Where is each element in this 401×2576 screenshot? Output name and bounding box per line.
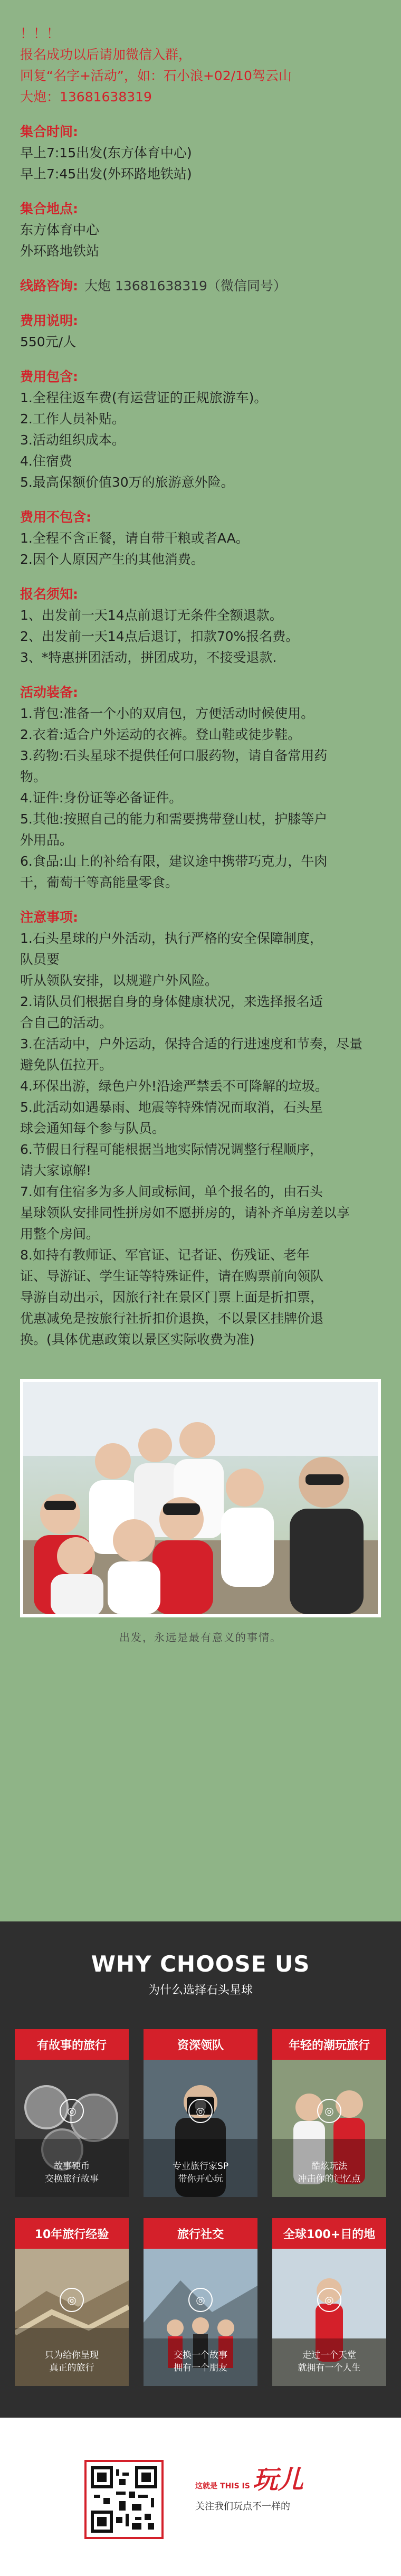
included-heading: 费用包含: xyxy=(20,369,78,384)
assembly-time-line: 早上7:15出发(东方体育中心) xyxy=(20,145,192,160)
notes-line: 8.如持有教师证、军官证、记者证、伤残证、老年 xyxy=(20,1247,310,1263)
feature-card-image xyxy=(272,2249,386,2386)
assembly-place-heading: 集合地点: xyxy=(20,201,78,216)
notes-line: 5.此活动如遇暴雨、地震等特殊情况而取消，石头星 xyxy=(20,1100,323,1115)
refund-block xyxy=(20,584,381,668)
slogan-subtitle: 关注我们玩点不一样的 xyxy=(195,2501,290,2512)
included-line: 2.工作人员补贴。 xyxy=(20,411,125,427)
notes-line: 2.请队员们根据自身的身体健康状况，来选择报名适 xyxy=(20,994,323,1009)
gear-line: 4.证件:身份证等必备证件。 xyxy=(20,790,183,806)
refund-line: 1、出发前一天14点前退订无条件全额退款。 xyxy=(20,608,283,623)
notice-line: 大炮：13681638319 xyxy=(20,89,152,105)
included-block xyxy=(20,366,381,493)
notes-line: 用整个房间。 xyxy=(20,1226,100,1242)
assembly-place-block xyxy=(20,198,381,262)
refund-heading: 报名须知: xyxy=(20,586,78,602)
feature-card xyxy=(15,2029,129,2197)
feature-card-image xyxy=(15,2060,129,2197)
notes-line: 星球领队安排同性拼房如不愿拼房的，请补齐单房差以享 xyxy=(20,1205,350,1220)
notes-line: 避免队伍拉开。 xyxy=(20,1057,113,1073)
included-line: 4.住宿费 xyxy=(20,453,72,469)
refund-line: 3、*特惠拼团活动，拼团成功，不接受退款. xyxy=(20,650,277,665)
refund-line: 2、出发前一天14点后退订，扣款70%报名费。 xyxy=(20,629,299,644)
notes-block xyxy=(20,907,381,1350)
fee-heading: 费用说明: xyxy=(20,313,78,328)
group-photo-illustration xyxy=(23,1382,378,1614)
notes-line: 证、导游证、学生证等特殊证件，请在购票前向领队 xyxy=(20,1268,324,1284)
play-circle-icon: ◎ xyxy=(317,2099,341,2123)
feature-card-text: 带你开心玩 xyxy=(178,2174,223,2184)
excluded-block xyxy=(20,507,381,570)
notes-line: 合自己的活动。 xyxy=(20,1015,113,1030)
slogan-block xyxy=(195,2465,354,2513)
excluded-line: 2.因个人原因产生的其他消费。 xyxy=(20,552,204,567)
assembly-time-block xyxy=(20,121,381,185)
gear-line: 干，葡萄干等高能量零食。 xyxy=(20,875,179,890)
assembly-place-line: 东方体育中心 xyxy=(20,222,100,238)
notice-exclaim: ！！！ xyxy=(20,26,60,41)
footer xyxy=(0,2418,401,2576)
feature-grid xyxy=(15,2029,386,2386)
why-title: WHY CHOOSE US xyxy=(91,1951,310,1977)
play-circle-icon: ◎ xyxy=(188,2288,213,2312)
feature-card-image xyxy=(144,2249,257,2386)
route-contact-block xyxy=(20,276,381,297)
why-subtitle: 为什么选择石头星球 xyxy=(148,1984,253,1997)
qr-code-icon[interactable] xyxy=(84,2460,164,2539)
feature-card-text: 只为给你呈现 xyxy=(45,2350,99,2361)
feature-card-title: 年轻的潮玩旅行 xyxy=(272,2029,386,2060)
notes-line: 换。(具体优惠政策以景区实际收费为准) xyxy=(20,1332,255,1347)
slogan-small: 这就是 xyxy=(195,2482,217,2490)
feature-card-text: 冲击你的记忆点 xyxy=(298,2174,361,2184)
route-contact-heading: 线路咨询: xyxy=(20,278,78,293)
gear-line: 2.衣着:适合户外运动的衣裤。登山鞋或徒步鞋。 xyxy=(20,727,301,742)
notes-line: 1.石头星球的户外活动，执行严格的安全保障制度， xyxy=(20,931,323,946)
notes-line: 6.节假日行程可能根据当地实际情况调整行程顺序， xyxy=(20,1142,323,1157)
assembly-time-heading: 集合时间: xyxy=(20,124,78,139)
included-line: 5.最高保额价值30万的旅游意外险。 xyxy=(20,475,234,490)
feature-card-text: 就拥有一个人生 xyxy=(298,2363,361,2373)
feature-card-text: 真正的旅行 xyxy=(49,2363,94,2373)
why-choose-us-section xyxy=(0,1921,401,2418)
feature-card-image xyxy=(144,2060,257,2197)
notes-line: 4.环保出游，绿色户外!沿途严禁丢不可降解的垃圾。 xyxy=(20,1078,328,1094)
included-line: 1.全程往返车费(有运营证的正规旅游车)。 xyxy=(20,390,268,405)
notice-block xyxy=(20,23,381,108)
gear-heading: 活动装备: xyxy=(20,685,78,700)
play-circle-icon: ◎ xyxy=(60,2099,84,2123)
photo-caption: 出发，永远是最有意义的事情。 xyxy=(119,1631,282,1644)
excluded-heading: 费用不包含: xyxy=(20,509,91,525)
notes-line: 优惠减免是按旅行社折扣价退换，不以景区挂牌价退 xyxy=(20,1311,324,1326)
excluded-line: 1.全程不含正餐，请自带干粮或者AA。 xyxy=(20,531,249,546)
play-circle-icon: ◎ xyxy=(317,2288,341,2312)
assembly-place-line: 外环路地铁站 xyxy=(20,243,100,259)
gear-block xyxy=(20,682,381,893)
slogan-en: THIS IS xyxy=(220,2482,250,2490)
play-circle-icon: ◎ xyxy=(188,2099,213,2123)
gear-line: 1.背包:准备一个小的双肩包，方便活动时候使用。 xyxy=(20,706,314,721)
notes-line: 导游自动出示，因旅行社在景区门票上面是折扣票， xyxy=(20,1290,324,1305)
notice-line: 报名成功以后请加微信入群， xyxy=(20,47,192,62)
feature-card-image xyxy=(272,2060,386,2197)
feature-card-text: 故事硬币 xyxy=(54,2161,90,2172)
group-photo xyxy=(20,1379,381,1617)
fee-value: 550元/人 xyxy=(20,334,77,349)
notes-line: 7.如有住宿多为多人间或标间，单个报名的，由石头 xyxy=(20,1184,323,1199)
qr-code-image xyxy=(91,2466,157,2533)
gear-line: 物。 xyxy=(20,769,47,784)
slogan-main: 玩儿 xyxy=(252,2465,303,2495)
notes-line: 球会通知每个参与队员。 xyxy=(20,1121,166,1136)
feature-card xyxy=(144,2029,257,2197)
feature-card xyxy=(272,2218,386,2386)
feature-card-image xyxy=(15,2249,129,2386)
feature-card-text: 专业旅行家SP xyxy=(172,2161,229,2172)
route-contact-value: 大炮 13681638319（微信同号） xyxy=(84,278,287,293)
gear-line: 6.食品:山上的补给有限，建议途中携带巧克力，牛肉 xyxy=(20,854,328,869)
feature-card-text: 交换一个故事 xyxy=(174,2350,227,2361)
feature-card-text: 酷炫玩法 xyxy=(311,2161,347,2172)
included-line: 3.活动组织成本。 xyxy=(20,432,125,448)
notes-line: 队员要 xyxy=(20,952,60,967)
feature-card-title: 旅行社交 xyxy=(144,2218,257,2249)
fee-block xyxy=(20,310,381,353)
gear-line: 3.药物:石头星球不提供任何口服药物，请自备常用药 xyxy=(20,748,328,763)
notes-line: 请大家谅解! xyxy=(20,1163,92,1178)
gear-line: 5.其他:按照自己的能力和需要携带登山杖，护膝等户 xyxy=(20,811,328,827)
gear-line: 外用品。 xyxy=(20,832,73,848)
assembly-time-line: 早上7:45出发(外环路地铁站) xyxy=(20,166,192,182)
feature-card xyxy=(272,2029,386,2197)
feature-card-title: 全球100+目的地 xyxy=(272,2218,386,2249)
feature-card-text: 拥有一个朋友 xyxy=(174,2363,227,2373)
notice-line: 回复“名字+活动”，如：石小浪+02/10驾云山 xyxy=(20,68,292,83)
feature-card-title: 资深领队 xyxy=(144,2029,257,2060)
feature-card xyxy=(144,2218,257,2386)
feature-card-text: 走过一个天堂 xyxy=(302,2350,356,2361)
feature-card-text: 交换旅行故事 xyxy=(45,2174,99,2184)
feature-card-title: 有故事的旅行 xyxy=(15,2029,129,2060)
notes-heading: 注意事项: xyxy=(20,910,78,925)
notes-line: 3.在活动中，户外运动，保持合适的行进速度和节奏，尽量 xyxy=(20,1036,362,1052)
notes-line: 听从领队安排，以规避户外风险。 xyxy=(20,973,218,988)
feature-card-title: 10年旅行经验 xyxy=(15,2218,129,2249)
play-circle-icon: ◎ xyxy=(60,2288,84,2312)
feature-card xyxy=(15,2218,129,2386)
